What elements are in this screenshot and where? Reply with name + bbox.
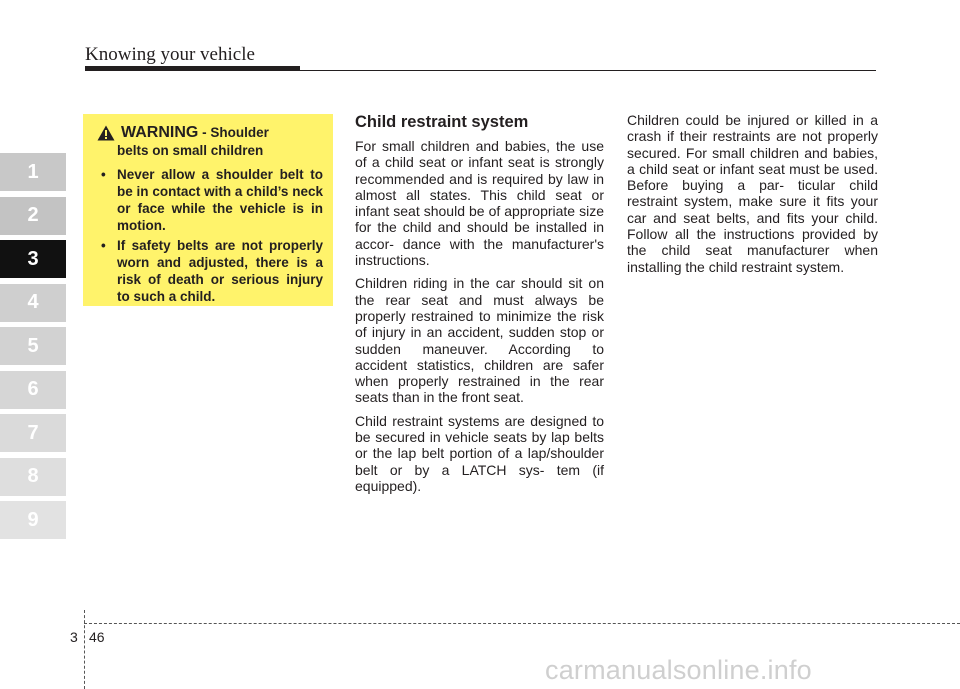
page-number: 46 bbox=[89, 629, 105, 645]
chapter-tab-5[interactable]: 5 bbox=[0, 327, 66, 365]
warning-label: WARNING bbox=[121, 124, 199, 141]
warning-item: • If safety belts are not properly worn and adjusted, there is a risk of death or serious injury to such a child. bbox=[97, 237, 323, 305]
chapter-tab-8[interactable]: 8 bbox=[0, 458, 66, 496]
header-rule-thin bbox=[300, 70, 876, 71]
header-rule-thick bbox=[85, 66, 300, 71]
section-right-column bbox=[627, 112, 878, 282]
chapter-tab-1[interactable]: 1 bbox=[0, 153, 66, 191]
section-middle-column bbox=[355, 112, 604, 501]
section-title: Child restraint system bbox=[355, 113, 529, 131]
chapter-tab-9[interactable]: 9 bbox=[0, 501, 66, 539]
chapter-tab-3[interactable]: 3 bbox=[0, 240, 66, 278]
chapter-tabs bbox=[0, 153, 66, 545]
chapter-tab-4[interactable]: 4 bbox=[0, 284, 66, 322]
warning-list bbox=[97, 166, 323, 305]
footer-vertical-rule bbox=[84, 610, 85, 689]
warning-subtitle: belts on small children bbox=[117, 143, 264, 158]
section-paragraph: For small children and babies, the use of a child seat or infant seat is strongly recommended and is required by law in almost all states. This child seat or infant seat should be of appropriate size for the child and should be installed in accor- dance with the manufacturer's instructions. bbox=[355, 138, 604, 269]
warning-item: • Never allow a shoulder belt to be in contact with a child’s neck or face while the vehicle is in motion. bbox=[97, 166, 323, 234]
warning-title-rest: - Shoulder bbox=[198, 125, 269, 140]
chapter-tab-7[interactable]: 7 bbox=[0, 414, 66, 452]
chapter-tab-6[interactable]: 6 bbox=[0, 371, 66, 409]
section-paragraph: Children riding in the car should sit on the rear seat and must always be properly restrained to minimize the risk of injury in an accident, sudden stop or sudden maneuver. According to accident statistics, children are safer when properly restrained in the rear seats than in the front seat. bbox=[355, 275, 604, 406]
page-chapter-number: 3 bbox=[70, 629, 78, 645]
watermark: carmanualsonline.info bbox=[545, 655, 812, 685]
warning-header bbox=[97, 124, 323, 142]
warning-box bbox=[83, 114, 333, 306]
warning-title bbox=[121, 124, 269, 142]
section-paragraph: Children could be injured or killed in a crash if their restraints are not properly secured. For small children and babies, a child seat or infant seat must be used. Before buying a par- ticular child restraint system, make sure it fits your car and seat belts, and fits your child. Follow all the instructions provided by the child seat manufacturer when installing the child restraint system. bbox=[627, 112, 878, 275]
section-paragraph: Child restraint systems are designed to be secured in vehicle seats by lap belts or the lap belt portion of a lap/shoulder belt or by a LATCH sys- tem (if equipped). bbox=[355, 412, 604, 494]
chapter-tab-2[interactable]: 2 bbox=[0, 197, 66, 235]
warning-triangle-icon bbox=[97, 125, 115, 141]
header-title: Knowing your vehicle bbox=[85, 44, 255, 65]
footer-rule bbox=[84, 623, 960, 624]
